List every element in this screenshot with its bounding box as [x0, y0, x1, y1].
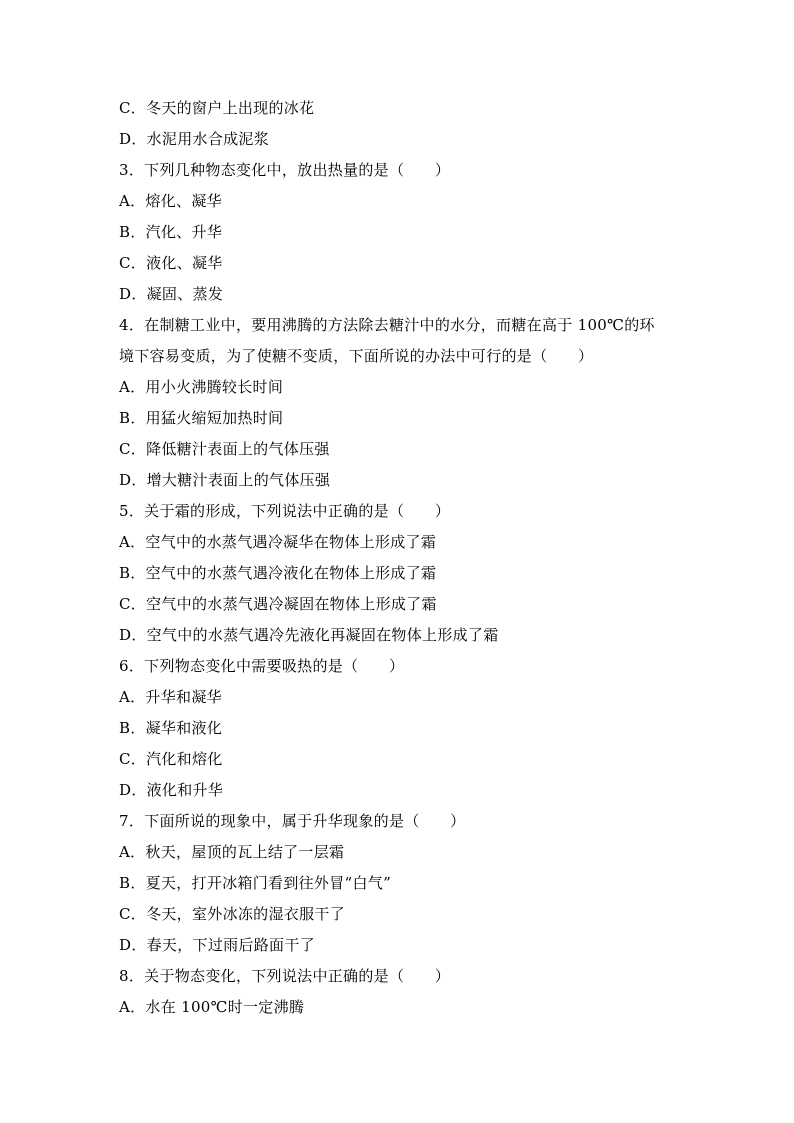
question-5: 5．关于霜的形成，下列说法中正确的是（ ） — [119, 502, 451, 520]
option-d-q3: D．凝固、蒸发 — [119, 285, 224, 303]
option-d-q4: D．增大糖汁表面上的气体压强 — [119, 471, 331, 489]
option-b-q3: B．汽化、升华 — [119, 223, 223, 241]
option-d-q2: D．水泥用水合成泥浆 — [119, 130, 270, 148]
option-b-q7: B．夏天，打开冰箱门看到往外冒“白气” — [119, 874, 392, 892]
question-3: 3．下列几种物态变化中，放出热量的是（ ） — [119, 161, 451, 179]
option-c-q4: C．降低糖汁表面上的气体压强 — [119, 440, 330, 458]
option-c-q7: C．冬天，室外冰冻的湿衣服干了 — [119, 905, 345, 923]
question-list — [119, 93, 679, 1023]
option-d-q6: D．液化和升华 — [119, 781, 224, 799]
option-d-q7: D．春天，下过雨后路面干了 — [119, 936, 315, 954]
option-a-q8: A．水在 100℃时一定沸腾 — [119, 998, 305, 1016]
question-6: 6．下列物态变化中需要吸热的是（ ） — [119, 657, 405, 675]
option-c-q6: C．汽化和熔化 — [119, 750, 223, 768]
option-a-q4: A．用小火沸腾较长时间 — [119, 378, 284, 396]
option-c-q3: C．液化、凝华 — [119, 254, 223, 272]
question-7: 7．下面所说的现象中，属于升华现象的是（ ） — [119, 812, 466, 830]
option-a-q5: A．空气中的水蒸气遇冷凝华在物体上形成了霜 — [119, 533, 437, 551]
question-4-line-1: 4．在制糖工业中，要用沸腾的方法除去糖汁中的水分，而糖在高于 100℃的环 — [119, 316, 655, 334]
question-4-line-2: 境下容易变质，为了使糖不变质，下面所说的办法中可行的是（ ） — [119, 347, 594, 365]
option-d-q5: D．空气中的水蒸气遇冷先液化再凝固在物体上形成了霜 — [119, 626, 499, 644]
option-c-q5: C．空气中的水蒸气遇冷凝固在物体上形成了霜 — [119, 595, 437, 613]
option-b-q6: B．凝华和液化 — [119, 719, 223, 737]
option-a-q3: A．熔化、凝华 — [119, 192, 222, 210]
question-8: 8．关于物态变化，下列说法中正确的是（ ） — [119, 967, 451, 985]
option-b-q5: B．空气中的水蒸气遇冷液化在物体上形成了霜 — [119, 564, 437, 582]
option-c-q2: C．冬天的窗户上出现的冰花 — [119, 99, 315, 117]
option-a-q7: A．秋天，屋顶的瓦上结了一层霜 — [119, 843, 345, 861]
option-b-q4: B．用猛火缩短加热时间 — [119, 409, 284, 427]
option-a-q6: A．升华和凝华 — [119, 688, 222, 706]
